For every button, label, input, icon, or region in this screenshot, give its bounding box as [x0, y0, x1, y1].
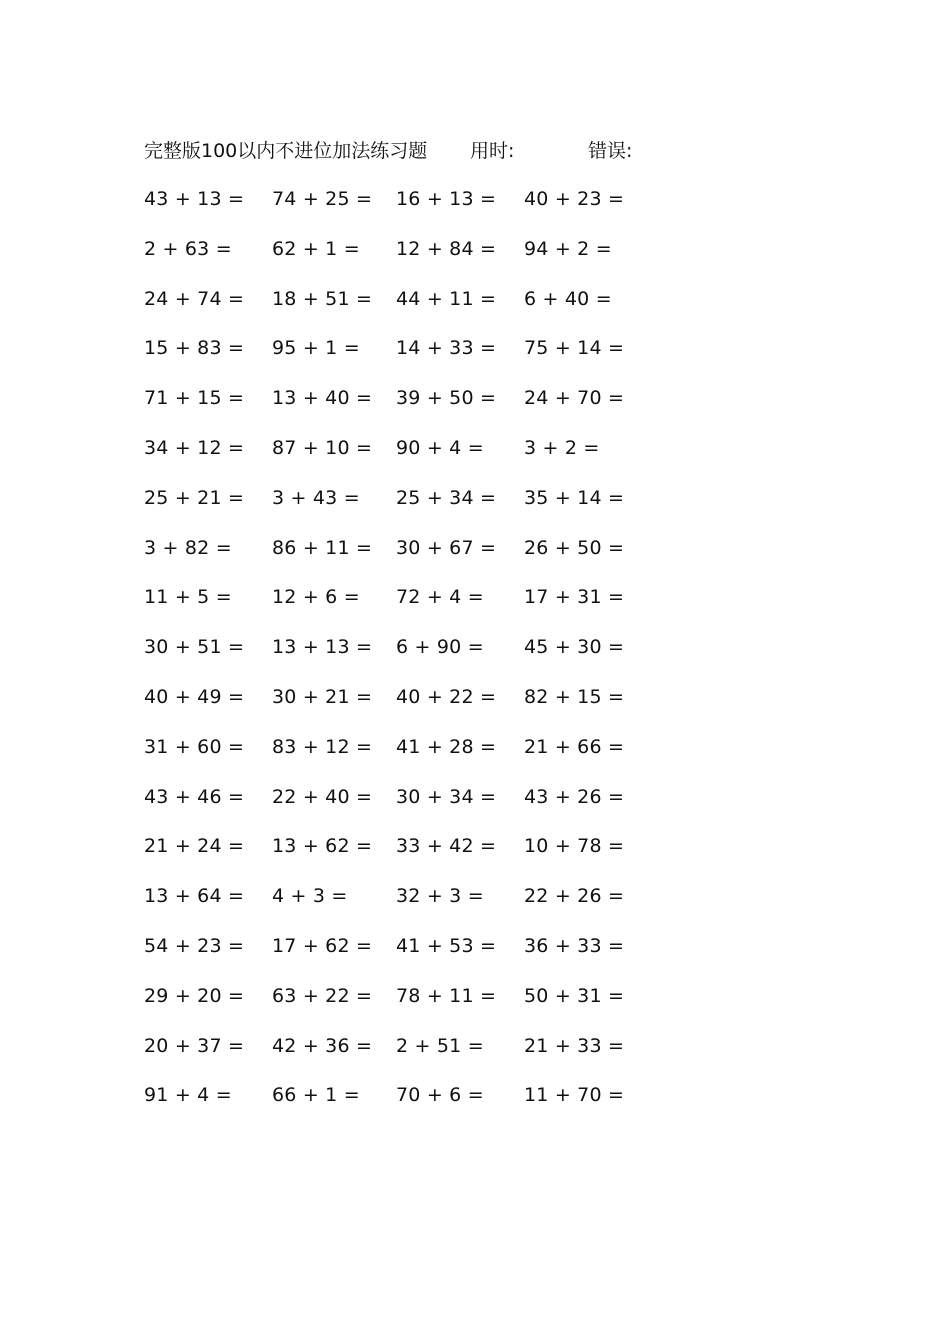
problem-item: 72 + 4 =: [396, 586, 484, 609]
problem-item: 45 + 30 =: [524, 636, 625, 659]
problem-item: 16 + 13 =: [396, 188, 497, 210]
problem-item: 91 + 4 =: [144, 1084, 232, 1107]
problem-item: 86 + 11 =: [272, 536, 373, 559]
problem-item: 18 + 51 =: [272, 287, 373, 310]
problem-item: 15 + 83 =: [144, 337, 245, 360]
problem-grid: [0, 184, 950, 1130]
problem-item: 74 + 25 =: [272, 188, 373, 210]
problem-item: 3 + 43 =: [272, 486, 360, 509]
problem-row: [0, 383, 950, 433]
problem-row: [0, 931, 950, 981]
problem-row: [0, 682, 950, 732]
problem-item: 2 + 63 =: [144, 237, 232, 260]
problem-item: 44 + 11 =: [396, 287, 497, 310]
time-label: 用时:: [470, 140, 515, 162]
problem-item: 32 + 3 =: [396, 885, 484, 908]
problem-item: 22 + 40 =: [272, 785, 373, 808]
problem-item: 39 + 50 =: [396, 387, 497, 410]
problem-item: 21 + 33 =: [524, 1034, 625, 1057]
problem-item: 6 + 90 =: [396, 636, 484, 659]
problem-item: 43 + 46 =: [144, 785, 245, 808]
problem-item: 4 + 3 =: [272, 885, 348, 908]
problem-row: [0, 632, 950, 682]
problem-item: 13 + 13 =: [272, 636, 373, 659]
problem-item: 70 + 6 =: [396, 1084, 484, 1107]
problem-item: 42 + 36 =: [272, 1034, 373, 1057]
problem-item: 29 + 20 =: [144, 984, 245, 1007]
problem-item: 3 + 82 =: [144, 536, 232, 559]
problem-item: 94 + 2 =: [524, 237, 612, 260]
problem-item: 21 + 66 =: [524, 735, 625, 758]
problem-row: [0, 1031, 950, 1081]
problem-item: 11 + 70 =: [524, 1084, 625, 1107]
problem-item: 25 + 21 =: [144, 486, 245, 509]
problem-item: 22 + 26 =: [524, 885, 625, 908]
problem-item: 83 + 12 =: [272, 735, 373, 758]
problem-item: 75 + 14 =: [524, 337, 625, 360]
problem-item: 3 + 2 =: [524, 436, 600, 459]
problem-item: 41 + 53 =: [396, 934, 497, 957]
worksheet-header: [0, 136, 950, 166]
problem-item: 24 + 74 =: [144, 287, 245, 310]
problem-item: 62 + 1 =: [272, 237, 360, 260]
problem-item: 2 + 51 =: [396, 1034, 484, 1057]
problem-item: 26 + 50 =: [524, 536, 625, 559]
problem-item: 34 + 12 =: [144, 436, 245, 459]
problem-row: [0, 284, 950, 334]
problem-row: [0, 831, 950, 881]
problem-row: [0, 582, 950, 632]
problem-item: 21 + 24 =: [144, 835, 245, 858]
problem-row: [0, 981, 950, 1031]
problem-item: 71 + 15 =: [144, 387, 245, 410]
problem-item: 33 + 42 =: [396, 835, 497, 858]
worksheet-title: 完整版100以内不进位加法练习题: [144, 140, 428, 162]
problem-item: 78 + 11 =: [396, 984, 497, 1007]
problem-item: 36 + 33 =: [524, 934, 625, 957]
problem-item: 63 + 22 =: [272, 984, 373, 1007]
problem-item: 30 + 67 =: [396, 536, 497, 559]
problem-row: [0, 1080, 950, 1130]
problem-item: 24 + 70 =: [524, 387, 625, 410]
problem-row: [0, 333, 950, 383]
problem-item: 82 + 15 =: [524, 685, 625, 708]
problem-row: [0, 881, 950, 931]
problem-item: 40 + 49 =: [144, 685, 245, 708]
problem-item: 13 + 64 =: [144, 885, 245, 908]
problem-item: 30 + 34 =: [396, 785, 497, 808]
problem-row: [0, 433, 950, 483]
error-label: 错误:: [588, 140, 633, 162]
problem-item: 12 + 6 =: [272, 586, 360, 609]
problem-item: 95 + 1 =: [272, 337, 360, 360]
problem-item: 12 + 84 =: [396, 237, 497, 260]
problem-item: 30 + 51 =: [144, 636, 245, 659]
problem-item: 41 + 28 =: [396, 735, 497, 758]
problem-item: 43 + 13 =: [144, 188, 245, 210]
problem-item: 31 + 60 =: [144, 735, 245, 758]
problem-item: 11 + 5 =: [144, 586, 232, 609]
problem-item: 35 + 14 =: [524, 486, 625, 509]
problem-item: 43 + 26 =: [524, 785, 625, 808]
problem-item: 30 + 21 =: [272, 685, 373, 708]
problem-item: 40 + 23 =: [524, 188, 625, 210]
problem-item: 10 + 78 =: [524, 835, 625, 858]
problem-row: [0, 483, 950, 533]
problem-row: [0, 732, 950, 782]
problem-item: 17 + 31 =: [524, 586, 625, 609]
problem-item: 50 + 31 =: [524, 984, 625, 1007]
problem-item: 13 + 62 =: [272, 835, 373, 858]
problem-row: [0, 533, 950, 583]
problem-item: 6 + 40 =: [524, 287, 612, 310]
problem-row: [0, 184, 950, 234]
problem-item: 13 + 40 =: [272, 387, 373, 410]
problem-item: 20 + 37 =: [144, 1034, 245, 1057]
problem-item: 54 + 23 =: [144, 934, 245, 957]
problem-item: 87 + 10 =: [272, 436, 373, 459]
problem-item: 90 + 4 =: [396, 436, 484, 459]
problem-item: 66 + 1 =: [272, 1084, 360, 1107]
problem-row: [0, 234, 950, 284]
problem-item: 17 + 62 =: [272, 934, 373, 957]
problem-item: 40 + 22 =: [396, 685, 497, 708]
problem-item: 14 + 33 =: [396, 337, 497, 360]
problem-item: 25 + 34 =: [396, 486, 497, 509]
problem-row: [0, 782, 950, 832]
